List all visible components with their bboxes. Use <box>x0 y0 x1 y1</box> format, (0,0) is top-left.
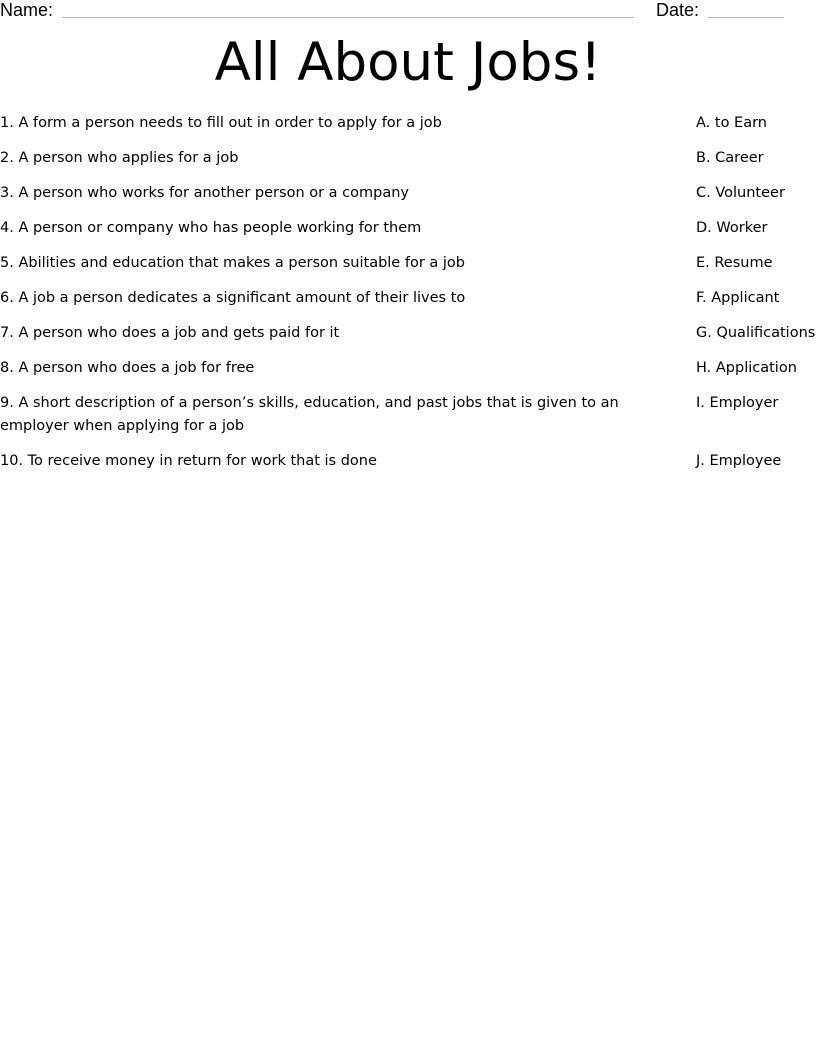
question-list <box>0 112 630 485</box>
question-item: 10. To receive money in return for work that is done <box>0 453 377 469</box>
name-label: Name: <box>0 0 54 20</box>
question-item: 3. A person who works for another person or a company <box>0 185 410 201</box>
question-item: 6. A job a person dedicates a significant amount of their lives to <box>0 290 466 306</box>
question-item: 2. A person who applies for a job <box>0 150 239 166</box>
question-item: 5. Abilities and education that makes a person suitable for a job <box>0 255 465 271</box>
answer-list <box>696 112 816 485</box>
answer-item: G. Qualifications <box>696 325 816 341</box>
question-item: 1. A form a person needs to fill out in order to apply for a job <box>0 115 442 131</box>
answer-item: E. Resume <box>696 255 773 271</box>
date-field-line[interactable] <box>708 17 784 18</box>
date-label: Date: <box>656 0 700 20</box>
answer-item: J. Employee <box>696 453 782 469</box>
answer-item: I. Employer <box>696 395 779 411</box>
page-title: All About Jobs! <box>214 32 602 93</box>
answer-item: A. to Earn <box>696 115 767 131</box>
answer-item: F. Applicant <box>696 290 780 306</box>
answer-item: H. Application <box>696 360 797 376</box>
answer-item: D. Worker <box>696 220 768 236</box>
question-item: 4. A person or company who has people working for them <box>0 220 422 236</box>
header-row <box>0 0 816 22</box>
answer-item: C. Volunteer <box>696 185 785 201</box>
answer-item: B. Career <box>696 150 764 166</box>
question-item: 9. A short description of a person’s skills, education, and past jobs that is given to an employer when applying for a job <box>0 395 619 434</box>
question-item: 8. A person who does a job for free <box>0 360 255 376</box>
question-item: 7. A person who does a job and gets paid for it <box>0 325 340 341</box>
name-field-line[interactable] <box>62 17 634 18</box>
